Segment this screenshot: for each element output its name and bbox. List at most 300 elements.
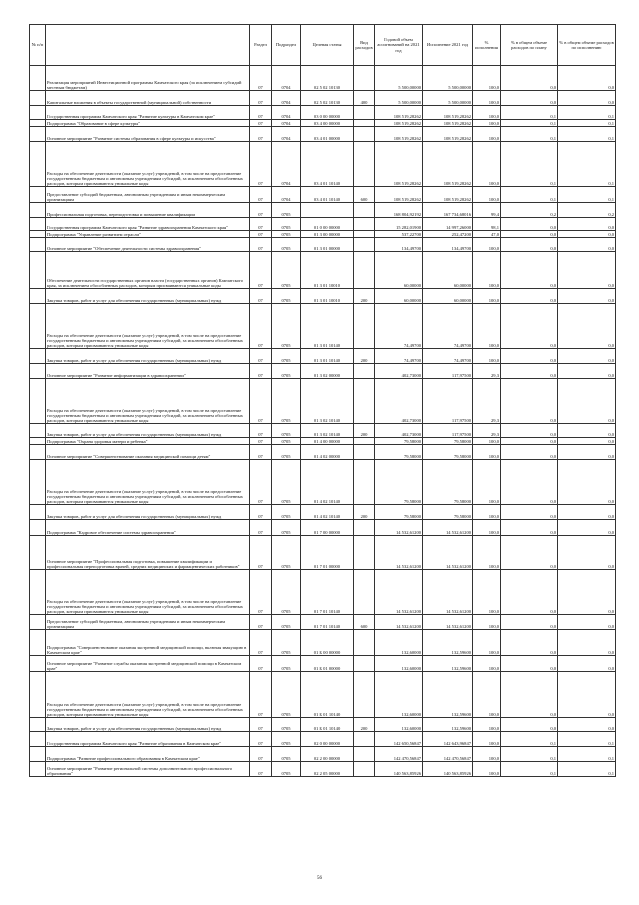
cell-target: 02 5 02 10130 bbox=[301, 91, 354, 106]
cell-share-plan: 0,0 bbox=[501, 66, 558, 91]
cell-target: 01 7 00 00000 bbox=[301, 520, 354, 536]
cell-type: 600 bbox=[354, 615, 375, 630]
cell-section: 07 bbox=[250, 231, 272, 238]
cell-name: Подпрограмма "Образование в сфере культуры" bbox=[46, 120, 250, 127]
cell-share-exec: 0,1 bbox=[558, 762, 616, 777]
cell-target: 01 3 01 00000 bbox=[301, 238, 354, 252]
cell-pct: 98,1 bbox=[473, 218, 501, 231]
cell-type bbox=[354, 536, 375, 570]
cell-subsection: 0705 bbox=[272, 520, 301, 536]
cell-type: 200 bbox=[354, 718, 375, 732]
cell-target: 01 Б 01 10140 bbox=[301, 672, 354, 718]
cell-num bbox=[30, 445, 46, 460]
cell-share-exec: 0,0 bbox=[558, 718, 616, 732]
cell-plan: 5 500,00000 bbox=[375, 66, 423, 91]
cell-type bbox=[354, 747, 375, 762]
cell-share-exec: 0,1 bbox=[558, 187, 616, 203]
cell-num bbox=[30, 349, 46, 364]
cell-subsection: 0704 bbox=[272, 66, 301, 91]
cell-target: 01 3 00 00000 bbox=[301, 231, 354, 238]
cell-subsection: 0704 bbox=[272, 142, 301, 187]
cell-plan: 74,49700 bbox=[375, 349, 423, 364]
table-row bbox=[30, 289, 616, 304]
cell-share-exec: 0,0 bbox=[558, 460, 616, 505]
cell-num bbox=[30, 304, 46, 349]
cell-share-exec: 0,0 bbox=[558, 438, 616, 445]
cell-exec: 79,58000 bbox=[423, 460, 473, 505]
cell-name: Основное мероприятие "Развитие службы оказания экстренной медицинской помощи в Камчатском крае" bbox=[46, 656, 250, 672]
cell-section: 07 bbox=[250, 630, 272, 656]
cell-type bbox=[354, 438, 375, 445]
cell-target: 01 7 01 10140 bbox=[301, 570, 354, 615]
cell-num bbox=[30, 460, 46, 505]
cell-plan: 79,58000 bbox=[375, 438, 423, 445]
cell-plan: 60,00000 bbox=[375, 289, 423, 304]
cell-share-exec: 0,0 bbox=[558, 252, 616, 289]
cell-pct: 100,0 bbox=[473, 630, 501, 656]
cell-share-exec: 0,0 bbox=[558, 656, 616, 672]
cell-target: 03 4 00 00000 bbox=[301, 120, 354, 127]
cell-target: 01 3 01 10140 bbox=[301, 349, 354, 364]
cell-section: 07 bbox=[250, 424, 272, 438]
cell-subsection: 0705 bbox=[272, 460, 301, 505]
cell-pct: 100,0 bbox=[473, 142, 501, 187]
cell-share-plan: 0,0 bbox=[501, 91, 558, 106]
cell-type bbox=[354, 66, 375, 91]
cell-type bbox=[354, 445, 375, 460]
cell-num bbox=[30, 252, 46, 289]
cell-exec: 79,58000 bbox=[423, 505, 473, 520]
cell-num bbox=[30, 187, 46, 203]
cell-pct: 100,0 bbox=[473, 520, 501, 536]
cell-num bbox=[30, 142, 46, 187]
cell-name: Предоставление субсидий бюджетным, автономным учреждениям и иным некоммерческим организациям bbox=[46, 615, 250, 630]
cell-share-plan: 0,0 bbox=[501, 289, 558, 304]
cell-subsection: 0705 bbox=[272, 656, 301, 672]
cell-section: 07 bbox=[250, 289, 272, 304]
cell-num bbox=[30, 630, 46, 656]
cell-section: 07 bbox=[250, 91, 272, 106]
cell-pct: 100,0 bbox=[473, 289, 501, 304]
cell-pct: 100,0 bbox=[473, 304, 501, 349]
cell-pct: 100,0 bbox=[473, 187, 501, 203]
cell-pct: 100,0 bbox=[473, 445, 501, 460]
cell-type bbox=[354, 762, 375, 777]
cell-plan: 79,58000 bbox=[375, 445, 423, 460]
cell-pct: 100,0 bbox=[473, 91, 501, 106]
cell-pct: 29,3 bbox=[473, 424, 501, 438]
cell-plan: 108 519,28262 bbox=[375, 106, 423, 120]
cell-type bbox=[354, 520, 375, 536]
cell-subsection: 0704 bbox=[272, 127, 301, 142]
cell-type bbox=[354, 630, 375, 656]
cell-pct: 100,0 bbox=[473, 570, 501, 615]
cell-exec: 79,58000 bbox=[423, 445, 473, 460]
header-target: Целевая статья bbox=[301, 25, 354, 66]
cell-plan: 132,60000 bbox=[375, 656, 423, 672]
cell-subsection: 0705 bbox=[272, 203, 301, 218]
table-row bbox=[30, 91, 616, 106]
cell-share-exec: 0,1 bbox=[558, 127, 616, 142]
cell-target: 02 0 00 00000 bbox=[301, 732, 354, 747]
cell-subsection: 0705 bbox=[272, 445, 301, 460]
cell-name: Основное мероприятие "Развитие региональной системы дополнительного профессионального образования" bbox=[46, 762, 250, 777]
header-share-exec: % в общем объеме расходов по исполнению bbox=[558, 25, 616, 66]
cell-section: 07 bbox=[250, 656, 272, 672]
table-row bbox=[30, 445, 616, 460]
table-row bbox=[30, 570, 616, 615]
cell-exec: 108 519,28262 bbox=[423, 120, 473, 127]
table-header-row bbox=[30, 25, 616, 66]
cell-num bbox=[30, 106, 46, 120]
cell-section: 07 bbox=[250, 445, 272, 460]
header-plan: Годовой объем ассигнований на 2021 год bbox=[375, 25, 423, 66]
cell-share-plan: 0,0 bbox=[501, 379, 558, 424]
cell-type bbox=[354, 672, 375, 718]
cell-num bbox=[30, 424, 46, 438]
cell-subsection: 0705 bbox=[272, 747, 301, 762]
cell-pct: 100,0 bbox=[473, 349, 501, 364]
cell-plan: 402,73000 bbox=[375, 424, 423, 438]
table-row bbox=[30, 364, 616, 379]
cell-num bbox=[30, 238, 46, 252]
cell-exec: 14 532,61200 bbox=[423, 615, 473, 630]
table-row bbox=[30, 127, 616, 142]
cell-name: Подпрограмма "Охрана здоровья матери и ребенка" bbox=[46, 438, 250, 445]
cell-exec: 14 532,61200 bbox=[423, 570, 473, 615]
cell-name: Основное мероприятие "Обеспечение деятельности системы здравоохранения" bbox=[46, 238, 250, 252]
cell-subsection: 0704 bbox=[272, 106, 301, 120]
cell-name: Подпрограмма "Развитие профессионального образования в Камчатском крае" bbox=[46, 747, 250, 762]
cell-share-exec: 0,0 bbox=[558, 364, 616, 379]
cell-share-plan: 0,0 bbox=[501, 218, 558, 231]
cell-section: 07 bbox=[250, 187, 272, 203]
table-row bbox=[30, 142, 616, 187]
cell-share-exec: 0,1 bbox=[558, 142, 616, 187]
cell-num bbox=[30, 91, 46, 106]
cell-share-exec: 0,0 bbox=[558, 66, 616, 91]
cell-pct: 100,0 bbox=[473, 460, 501, 505]
cell-plan: 15 282,01900 bbox=[375, 218, 423, 231]
cell-exec: 140 563,85926 bbox=[423, 762, 473, 777]
cell-pct: 47,0 bbox=[473, 231, 501, 238]
cell-subsection: 0705 bbox=[272, 231, 301, 238]
cell-num bbox=[30, 762, 46, 777]
cell-share-exec: 0,0 bbox=[558, 379, 616, 424]
table-row bbox=[30, 656, 616, 672]
cell-pct: 100,0 bbox=[473, 505, 501, 520]
cell-share-plan: 0,1 bbox=[501, 142, 558, 187]
cell-exec: 74,49700 bbox=[423, 304, 473, 349]
cell-target: 01 Б 00 00000 bbox=[301, 630, 354, 656]
cell-share-exec: 0,0 bbox=[558, 289, 616, 304]
cell-type bbox=[354, 732, 375, 747]
cell-exec: 79,58000 bbox=[423, 438, 473, 445]
cell-exec: 60,00000 bbox=[423, 289, 473, 304]
cell-share-exec: 0,1 bbox=[558, 747, 616, 762]
cell-subsection: 0705 bbox=[272, 379, 301, 424]
cell-section: 07 bbox=[250, 142, 272, 187]
cell-plan: 14 532,61200 bbox=[375, 570, 423, 615]
cell-num bbox=[30, 747, 46, 762]
cell-exec: 117,97500 bbox=[423, 364, 473, 379]
cell-name: Предоставление субсидий бюджетным, автономным учреждениям и иным некоммерческим организациям bbox=[46, 187, 250, 203]
cell-subsection: 0704 bbox=[272, 120, 301, 127]
cell-share-plan: 0,0 bbox=[501, 231, 558, 238]
cell-share-exec: 0,0 bbox=[558, 570, 616, 615]
cell-plan: 132,60000 bbox=[375, 672, 423, 718]
cell-section: 07 bbox=[250, 304, 272, 349]
cell-num bbox=[30, 656, 46, 672]
cell-plan: 108 519,28262 bbox=[375, 187, 423, 203]
cell-exec: 108 519,28262 bbox=[423, 127, 473, 142]
cell-name: Основное мероприятие "Совершенствование оказания медицинской помощи детям" bbox=[46, 445, 250, 460]
cell-plan: 142 650,56847 bbox=[375, 732, 423, 747]
table-row bbox=[30, 238, 616, 252]
cell-exec: 142 643,96847 bbox=[423, 732, 473, 747]
cell-pct: 100,0 bbox=[473, 120, 501, 127]
cell-plan: 132,60000 bbox=[375, 718, 423, 732]
cell-subsection: 0705 bbox=[272, 424, 301, 438]
cell-target: 01 4 00 00000 bbox=[301, 438, 354, 445]
table-body bbox=[30, 66, 616, 777]
cell-name: Государственная программа Камчатского края "Развитие культуры в Камчатском крае" bbox=[46, 106, 250, 120]
cell-share-plan: 0,0 bbox=[501, 438, 558, 445]
table-row bbox=[30, 732, 616, 747]
cell-type bbox=[354, 218, 375, 231]
table-row bbox=[30, 304, 616, 349]
cell-name: Закупка товаров, работ и услуг для обеспечения государственных (муниципальных) нужд bbox=[46, 505, 250, 520]
cell-share-plan: 0,0 bbox=[501, 536, 558, 570]
budget-table-page bbox=[29, 24, 615, 777]
cell-exec: 108 519,28262 bbox=[423, 142, 473, 187]
cell-subsection: 0705 bbox=[272, 364, 301, 379]
cell-section: 07 bbox=[250, 505, 272, 520]
cell-share-exec: 0,1 bbox=[558, 732, 616, 747]
header-type: Вид расходов bbox=[354, 25, 375, 66]
cell-type bbox=[354, 460, 375, 505]
cell-section: 07 bbox=[250, 349, 272, 364]
cell-target bbox=[301, 203, 354, 218]
cell-target: 03 4 01 00000 bbox=[301, 127, 354, 142]
cell-share-plan: 0,0 bbox=[501, 630, 558, 656]
cell-share-plan: 0,0 bbox=[501, 252, 558, 289]
cell-type bbox=[354, 656, 375, 672]
cell-num bbox=[30, 120, 46, 127]
table-row bbox=[30, 106, 616, 120]
cell-plan: 402,73000 bbox=[375, 364, 423, 379]
table-row bbox=[30, 672, 616, 718]
cell-name: Закупка товаров, работ и услуг для обеспечения государственных (муниципальных) нужд bbox=[46, 424, 250, 438]
cell-share-plan: 0,0 bbox=[501, 656, 558, 672]
budget-execution-table bbox=[29, 24, 616, 777]
cell-share-plan: 0,1 bbox=[501, 732, 558, 747]
cell-num bbox=[30, 570, 46, 615]
cell-plan: 14 532,61200 bbox=[375, 520, 423, 536]
cell-share-plan: 0,1 bbox=[501, 762, 558, 777]
cell-target: 01 3 01 10010 bbox=[301, 252, 354, 289]
cell-share-exec: 0,0 bbox=[558, 231, 616, 238]
cell-type bbox=[354, 106, 375, 120]
cell-section: 07 bbox=[250, 732, 272, 747]
cell-type bbox=[354, 570, 375, 615]
cell-share-plan: 0,1 bbox=[501, 120, 558, 127]
header-pct: % исполнения bbox=[473, 25, 501, 66]
cell-exec: 252,47200 bbox=[423, 231, 473, 238]
cell-type: 600 bbox=[354, 187, 375, 203]
cell-subsection: 0705 bbox=[272, 615, 301, 630]
cell-pct: 100,0 bbox=[473, 127, 501, 142]
cell-pct: 29,3 bbox=[473, 379, 501, 424]
cell-pct: 100,0 bbox=[473, 438, 501, 445]
cell-subsection: 0705 bbox=[272, 349, 301, 364]
cell-type bbox=[354, 203, 375, 218]
cell-share-exec: 0,0 bbox=[558, 505, 616, 520]
cell-share-plan: 0,0 bbox=[501, 364, 558, 379]
table-row bbox=[30, 424, 616, 438]
cell-type bbox=[354, 252, 375, 289]
cell-target: 01 3 01 10010 bbox=[301, 289, 354, 304]
cell-target: 02 5 02 10130 bbox=[301, 66, 354, 91]
cell-exec: 5 500,00000 bbox=[423, 91, 473, 106]
cell-subsection: 0705 bbox=[272, 304, 301, 349]
table-row bbox=[30, 187, 616, 203]
cell-type bbox=[354, 231, 375, 238]
cell-name: Расходы на обеспечение деятельности (оказание услуг) учреждений, в том числе на предоставление государственным бюджетным и автономным учреждениям субсидий, за исключением обособленных расходов, которым присваиваются уникальные коды bbox=[46, 379, 250, 424]
cell-num bbox=[30, 732, 46, 747]
table-row bbox=[30, 120, 616, 127]
cell-type bbox=[354, 379, 375, 424]
cell-share-exec: 0,0 bbox=[558, 672, 616, 718]
cell-subsection: 0705 bbox=[272, 630, 301, 656]
table-row bbox=[30, 505, 616, 520]
cell-name: Расходы на обеспечение деятельности (оказание услуг) учреждений, в том числе на предоставление государственным бюджетным и автономным учреждениям субсидий, за исключением обособленных расходов, которым присваиваются уникальные коды bbox=[46, 142, 250, 187]
cell-pct: 100,0 bbox=[473, 762, 501, 777]
cell-pct: 100,0 bbox=[473, 656, 501, 672]
cell-plan: 108 519,28262 bbox=[375, 142, 423, 187]
cell-num bbox=[30, 218, 46, 231]
cell-share-exec: 0,0 bbox=[558, 238, 616, 252]
cell-exec: 14 532,61200 bbox=[423, 520, 473, 536]
cell-share-exec: 0,1 bbox=[558, 120, 616, 127]
cell-share-exec: 0,0 bbox=[558, 536, 616, 570]
cell-section: 07 bbox=[250, 570, 272, 615]
cell-share-exec: 0,0 bbox=[558, 349, 616, 364]
cell-name: Подпрограмма "Совершенствование оказания экстренной медицинской помощи, включая эвакуацию в Камчатском крае" bbox=[46, 630, 250, 656]
cell-pct: 100,0 bbox=[473, 238, 501, 252]
cell-section: 07 bbox=[250, 672, 272, 718]
cell-type bbox=[354, 127, 375, 142]
cell-section: 07 bbox=[250, 536, 272, 570]
cell-num bbox=[30, 127, 46, 142]
cell-section: 07 bbox=[250, 762, 272, 777]
cell-name: Закупка товаров, работ и услуг для обеспечения государственных (муниципальных) нужд bbox=[46, 349, 250, 364]
cell-share-plan: 0,0 bbox=[501, 424, 558, 438]
table-row bbox=[30, 460, 616, 505]
cell-name: Основное мероприятие "Развитие системы образования в сфере культуры и искусства" bbox=[46, 127, 250, 142]
cell-section: 07 bbox=[250, 460, 272, 505]
cell-plan: 60,00000 bbox=[375, 252, 423, 289]
cell-section: 07 bbox=[250, 106, 272, 120]
cell-pct: 100,0 bbox=[473, 615, 501, 630]
cell-num bbox=[30, 615, 46, 630]
cell-plan: 14 532,61200 bbox=[375, 615, 423, 630]
cell-pct: 100,0 bbox=[473, 732, 501, 747]
cell-num bbox=[30, 536, 46, 570]
cell-type: 200 bbox=[354, 505, 375, 520]
cell-plan: 168 804,92192 bbox=[375, 203, 423, 218]
cell-subsection: 0705 bbox=[272, 718, 301, 732]
cell-type bbox=[354, 120, 375, 127]
cell-subsection: 0705 bbox=[272, 238, 301, 252]
cell-share-exec: 0,0 bbox=[558, 630, 616, 656]
cell-share-exec: 0,0 bbox=[558, 520, 616, 536]
cell-share-exec: 0,0 bbox=[558, 615, 616, 630]
cell-pct: 100,0 bbox=[473, 252, 501, 289]
table-row bbox=[30, 231, 616, 238]
cell-section: 07 bbox=[250, 520, 272, 536]
table-row bbox=[30, 630, 616, 656]
cell-target: 02 2 00 00000 bbox=[301, 747, 354, 762]
cell-type: 400 bbox=[354, 91, 375, 106]
cell-subsection: 0705 bbox=[272, 289, 301, 304]
cell-target: 01 Б 01 00000 bbox=[301, 656, 354, 672]
cell-num bbox=[30, 289, 46, 304]
cell-exec: 132,59600 bbox=[423, 672, 473, 718]
cell-subsection: 0705 bbox=[272, 570, 301, 615]
cell-plan: 132,60000 bbox=[375, 630, 423, 656]
cell-share-exec: 0,0 bbox=[558, 304, 616, 349]
cell-plan: 402,73000 bbox=[375, 379, 423, 424]
table-row bbox=[30, 718, 616, 732]
cell-num bbox=[30, 672, 46, 718]
table-row bbox=[30, 747, 616, 762]
table-row bbox=[30, 438, 616, 445]
cell-name: Расходы на обеспечение деятельности (оказание услуг) учреждений, в том числе на предоставление государственным бюджетным и автономным учреждениям субсидий, за исключением обособленных расходов, которым присваиваются уникальные коды bbox=[46, 460, 250, 505]
cell-section: 07 bbox=[250, 747, 272, 762]
cell-exec: 132,59600 bbox=[423, 718, 473, 732]
cell-pct: 100,0 bbox=[473, 536, 501, 570]
cell-share-plan: 0,0 bbox=[501, 304, 558, 349]
cell-pct: 100,0 bbox=[473, 672, 501, 718]
cell-subsection: 0705 bbox=[272, 672, 301, 718]
cell-share-plan: 0,0 bbox=[501, 460, 558, 505]
cell-pct: 100,0 bbox=[473, 747, 501, 762]
cell-subsection: 0705 bbox=[272, 536, 301, 570]
cell-section: 07 bbox=[250, 718, 272, 732]
cell-name: Закупка товаров, работ и услуг для обеспечения государственных (муниципальных) нужд bbox=[46, 718, 250, 732]
cell-subsection: 0704 bbox=[272, 91, 301, 106]
cell-type: 200 bbox=[354, 289, 375, 304]
cell-subsection: 0704 bbox=[272, 187, 301, 203]
cell-name: Расходы на обеспечение деятельности (оказание услуг) учреждений, в том числе на предоставление государственным бюджетным и автономным учреждениям субсидий, за исключением обособленных расходов, которым присваиваются уникальные коды bbox=[46, 304, 250, 349]
cell-share-plan: 0,0 bbox=[501, 718, 558, 732]
cell-name: Государственная программа Камчатского края "Развитие образования в Камчатском крае" bbox=[46, 732, 250, 747]
cell-exec: 134,49700 bbox=[423, 238, 473, 252]
cell-exec: 142 470,56847 bbox=[423, 747, 473, 762]
cell-pct: 100,0 bbox=[473, 66, 501, 91]
table-row bbox=[30, 203, 616, 218]
cell-target: 01 3 02 10140 bbox=[301, 379, 354, 424]
cell-share-plan: 0,0 bbox=[501, 349, 558, 364]
header-section: Раздел bbox=[250, 25, 272, 66]
cell-num bbox=[30, 66, 46, 91]
cell-target: 01 0 00 00000 bbox=[301, 218, 354, 231]
cell-target: 01 Б 01 10140 bbox=[301, 718, 354, 732]
cell-name: Подпрограмма "Кадровое обеспечение системы здравоохранения" bbox=[46, 520, 250, 536]
cell-name: Обеспечение деятельности государственных органов власти (государственных органов) Камчатского края, за исключением обособленных расходов, которым присваиваются уникальные коды bbox=[46, 252, 250, 289]
cell-subsection: 0705 bbox=[272, 438, 301, 445]
